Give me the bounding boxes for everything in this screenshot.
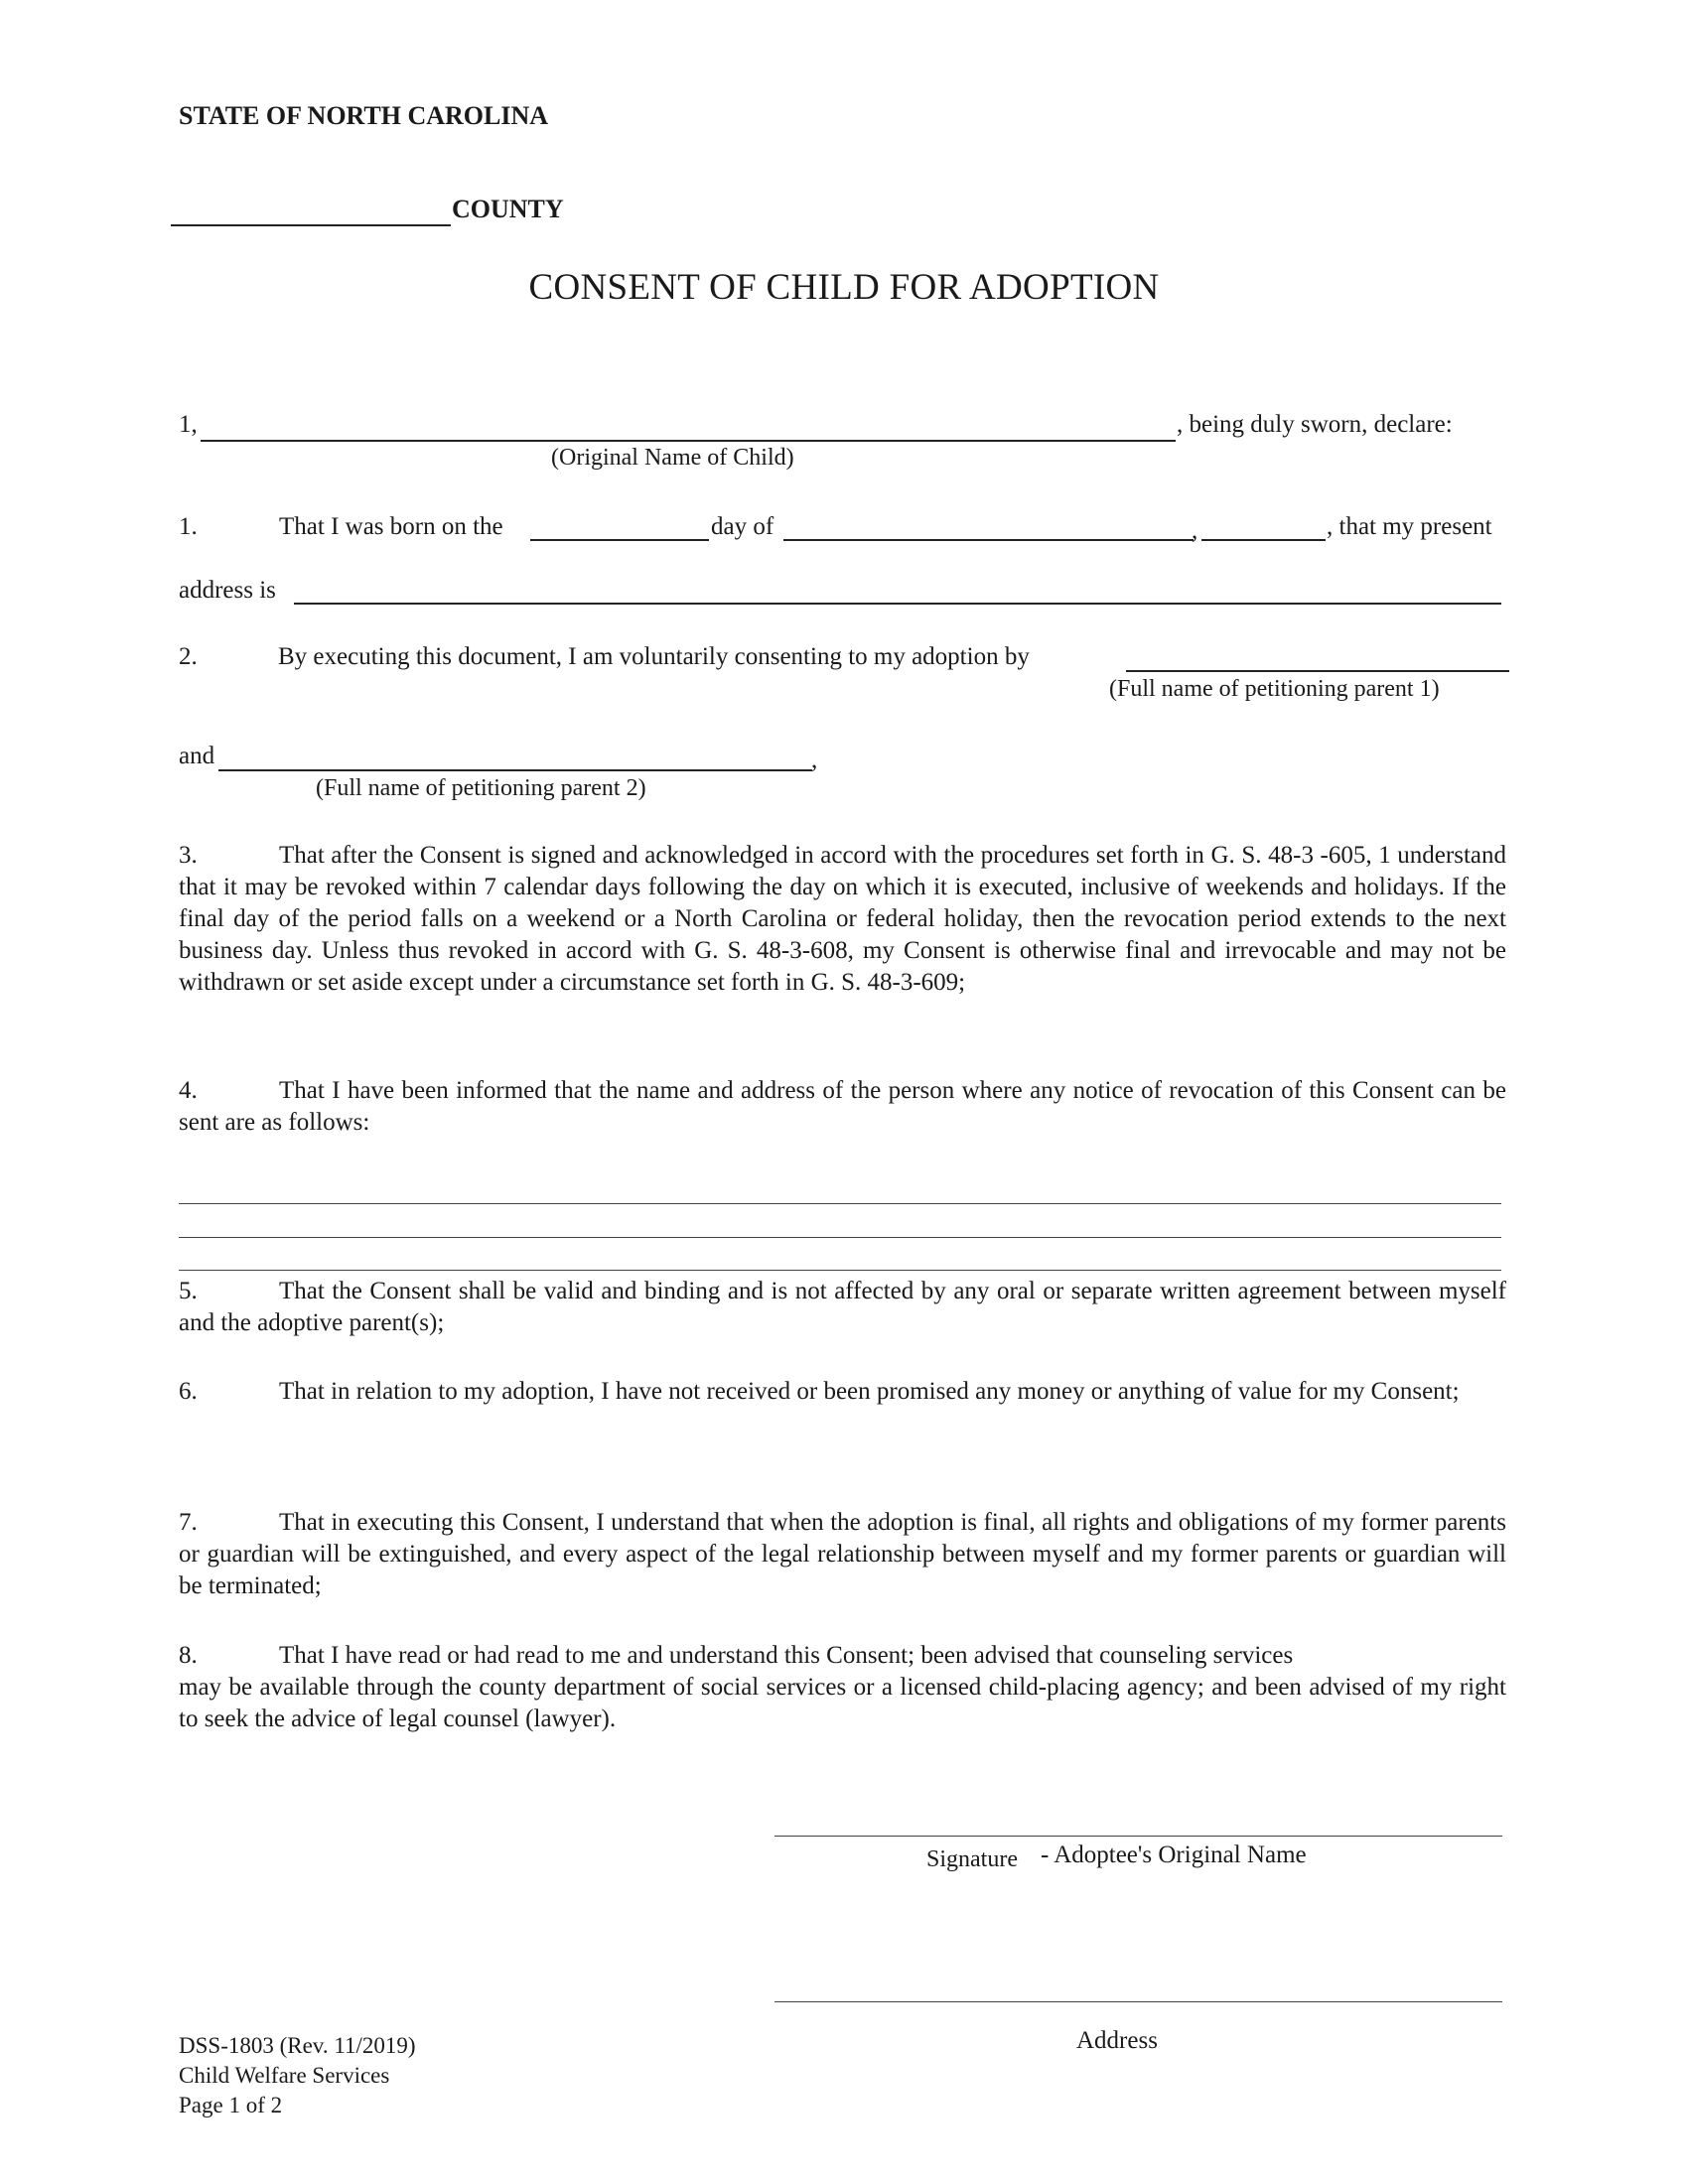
page-number: Page 1 of 2 [179,2093,283,2117]
petitioning-parent2-field[interactable] [218,769,812,771]
item4-paragraph [179,1075,1506,1139]
item2-number: 2. [179,643,198,670]
revocation-contact-line-1[interactable] [179,1203,1501,1204]
parent2-caption: (Full name of petitioning parent 2) [316,775,646,801]
state-heading: STATE OF NORTH CAROLINA [179,101,549,130]
item4-text: That I have been informed that the name and address of the person where any notice of revocation of this Consent can be sent are as follows: [179,1077,1506,1136]
county-field[interactable] [171,224,451,226]
county-label: COUNTY [452,195,564,223]
item7-number: 7. [179,1509,198,1536]
item1-text-born: That I was born on the [279,513,503,540]
form-number: DSS-1803 (Rev. 11/2019) [179,2033,416,2058]
revocation-contact-line-2[interactable] [179,1237,1501,1238]
item3-text: That after the Consent is signed and acknowledged in accord with the procedures set forth in G. S. 48-3 -605, 1 understand that it may be revoked within 7 calendar days following the day on which it is executed, inclusive of weekends and holidays. If the final day of the period falls on a weekend or a North Carolina or federal holiday, then the revocation period extends to the next business day. Unless thus revoked in accord with G. S. 48-3-608, my Consent is otherwise final and irrevocable and may not be withdrawn or set aside except under a circumstance set forth in G. S. 48-3-609; [179,842,1506,996]
item8-first-line [179,1640,1293,1672]
form-footer [179,2031,416,2120]
address-label: address is [179,577,276,604]
item6-number: 6. [179,1378,198,1405]
and-label: and [179,743,215,769]
original-name-caption: (Original Name of Child) [551,445,794,471]
address-field[interactable] [294,603,1501,605]
item7-paragraph [179,1507,1506,1602]
item5-text: That the Consent shall be valid and binding and is not affected by any oral or separate written agreement between myself and the adoptive parent(s); [179,1278,1506,1336]
item3-number: 3. [179,842,198,869]
item6-paragraph [179,1376,1506,1408]
item1-comma: , [1192,517,1198,544]
signature-field[interactable] [774,1836,1502,1837]
item7-text: That in executing this Consent, I understand that when the adoption is final, all rights and obligations of my former parents or guardian will be extinguished, and every aspect of the legal relationship between myself and my former parents or guardian will be terminated; [179,1509,1506,1599]
revocation-contact-line-3[interactable] [179,1270,1501,1271]
intro-prefix: 1, [179,411,198,438]
birth-day-field[interactable] [530,539,709,541]
department-name: Child Welfare Services [179,2063,390,2088]
signature-address-label: Address [1076,2027,1158,2054]
item1-text-dayof: day of [711,513,774,540]
signature-label: Signature [926,1846,1018,1872]
item3-paragraph [179,840,1506,999]
item2-comma: , [811,747,818,773]
page-title: CONSENT OF CHILD FOR ADOPTION [528,267,1160,308]
item1-number: 1. [179,513,198,540]
item8-paragraph: may be available through the county department of social services or a licensed child-placing agency; and been advised of my right to seek the advice of legal counsel (lawyer). [179,1674,1506,1732]
signature-address-field[interactable] [774,2001,1502,2002]
item2-text: By executing this document, I am voluntarily consenting to my adoption by [278,643,1030,670]
parent1-caption: (Full name of petitioning parent 1) [1109,676,1440,702]
item1-text-present: , that my present [1327,513,1492,540]
intro-suffix: , being duly sworn, declare: [1177,411,1453,438]
adoptee-name-label: - Adoptee's Original Name [1041,1842,1307,1868]
item8-line1: That I have read or had read to me and understand this Consent; been advised that counseling services [279,1642,1294,1669]
item5-paragraph [179,1276,1506,1339]
item4-number: 4. [179,1077,198,1104]
birth-month-field[interactable] [783,539,1194,541]
birth-year-field[interactable] [1201,539,1326,541]
original-name-field[interactable] [201,440,1176,442]
item8-number: 8. [179,1642,198,1669]
item5-number: 5. [179,1278,198,1304]
item6-text: That in relation to my adoption, I have not received or been promised any money or anything of value for my Consent; [279,1378,1460,1405]
petitioning-parent1-field[interactable] [1126,670,1509,672]
